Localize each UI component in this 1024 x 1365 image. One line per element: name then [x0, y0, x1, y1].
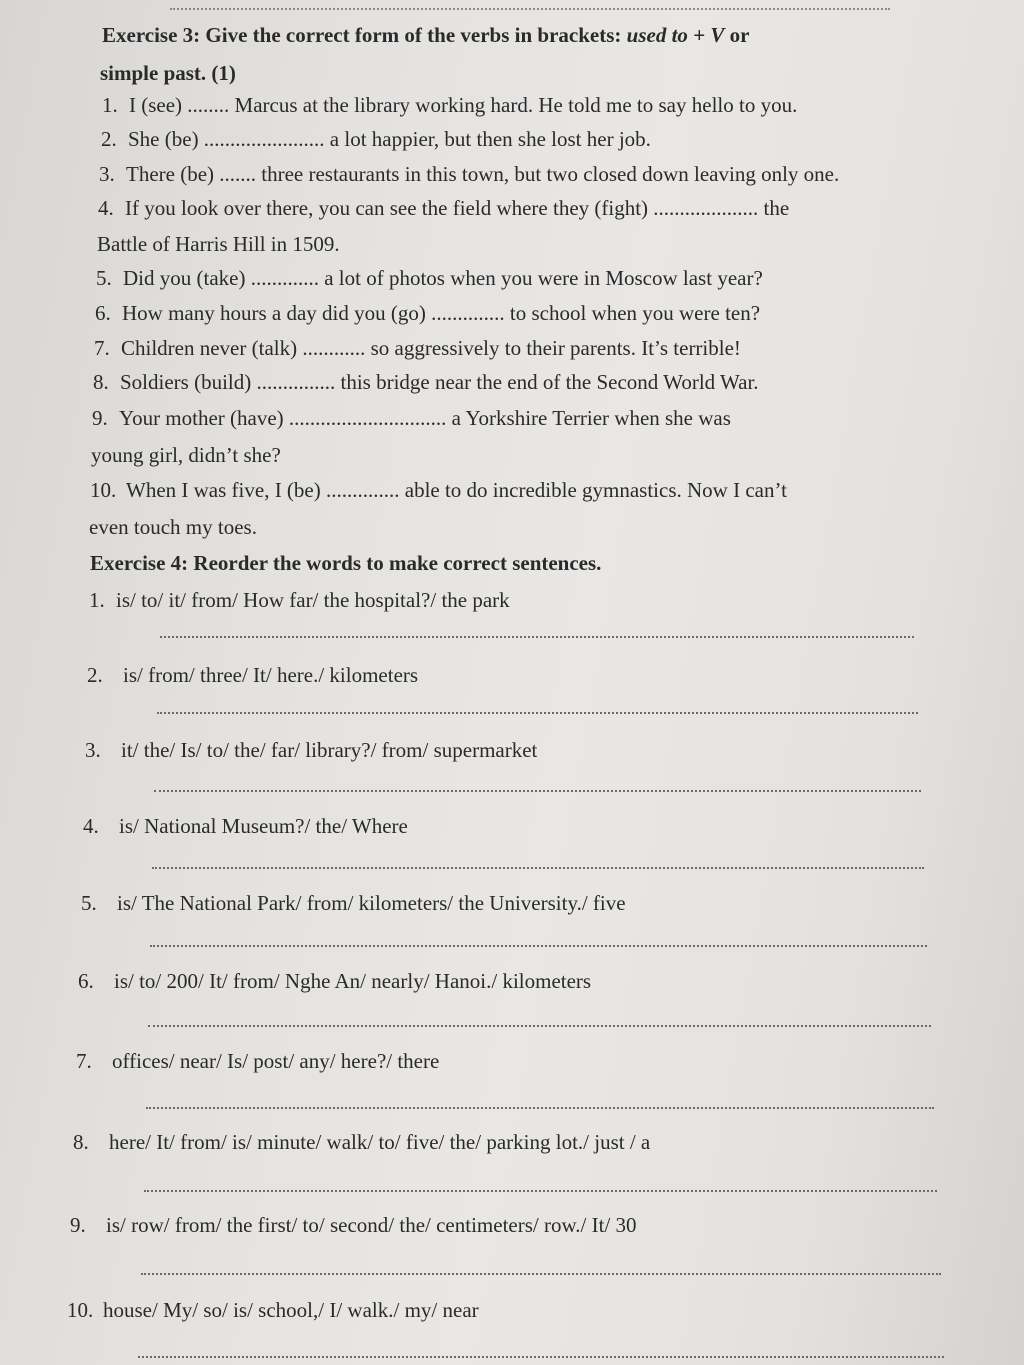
exercise3-item: 10. When I was five, I (be) .............. able to do incredible gymnastics. Now I can’t: [90, 478, 787, 502]
exercise4-item: 5. is/ The National Park/ from/ kilometers/ the University./ five: [81, 891, 626, 915]
answer-line[interactable]: [150, 945, 927, 947]
exercise4-title: Exercise 4: Reorder the words to make correct sentences.: [90, 551, 602, 575]
exercise4-item: 4. is/ National Museum?/ the/ Where: [83, 814, 408, 838]
exercise4-item: 9. is/ row/ from/ the first/ to/ second/ the/ centimeters/ row./ It/ 30: [70, 1213, 637, 1237]
exercise3-item: 6. How many hours a day did you (go) .............. to school when you were ten?: [95, 301, 761, 325]
exercise3-item-continuation: even touch my toes.: [89, 515, 257, 539]
answer-line[interactable]: [148, 1025, 931, 1027]
exercise3-item: 2. She (be) ....................... a lot happier, but then she lost her job.: [101, 127, 651, 151]
exercise3-item: 4. If you look over there, you can see the field where they (fight) .................... the: [98, 196, 790, 220]
exercise4-item: 1. is/ to/ it/ from/ How far/ the hospital?/ the park: [89, 588, 510, 612]
answer-line[interactable]: [157, 712, 918, 714]
answer-line[interactable]: [154, 790, 921, 792]
exercise3-item: 7. Children never (talk) ............ so aggressively to their parents. It’s terrible!: [94, 336, 741, 360]
answer-line[interactable]: [141, 1273, 941, 1275]
exercise3-item-continuation: young girl, didn’t she?: [91, 443, 281, 467]
exercise3-title-line2: simple past. (1): [100, 61, 236, 85]
answer-line[interactable]: [138, 1356, 944, 1358]
exercise3-title-or: or: [724, 23, 750, 47]
exercise3-title: [102, 22, 749, 48]
exercise4-item: 7. offices/ near/ Is/ post/ any/ here?/ there: [76, 1049, 440, 1073]
exercise3-title-text: Exercise 3: Give the correct form of the verbs in brackets:: [102, 23, 627, 47]
answer-line[interactable]: [144, 1190, 937, 1192]
answer-line[interactable]: [152, 867, 924, 869]
exercise4-item: 6. is/ to/ 200/ It/ from/ Nghe An/ nearly/ Hanoi./ kilometers: [78, 969, 592, 993]
answer-line[interactable]: [160, 636, 914, 638]
exercise4-item: 2. is/ from/ three/ It/ here./ kilometers: [87, 663, 419, 687]
exercise3-title-formula: used to + V: [626, 23, 725, 47]
exercise3-item: 5. Did you (take) ............. a lot of photos when you were in Moscow last year?: [96, 266, 763, 290]
exercise3-item: 9. Your mother (have) .............................. a Yorkshire Terrier when she was: [92, 406, 731, 430]
exercise3-item-continuation: Battle of Harris Hill in 1509.: [97, 232, 340, 256]
exercise4-item: 3. it/ the/ Is/ to/ the/ far/ library?/ from/ supermarket: [85, 738, 538, 762]
answer-line[interactable]: [146, 1107, 934, 1109]
exercise4-item: 10. house/ My/ so/ is/ school,/ I/ walk./ my/ near: [67, 1298, 479, 1322]
exercise3-item: 1. I (see) ........ Marcus at the library working hard. He told me to say hello to you.: [102, 93, 798, 117]
exercise4-item: 8. here/ It/ from/ is/ minute/ walk/ to/ five/ the/ parking lot./ just / a: [73, 1130, 651, 1154]
exercise3-item: 8. Soldiers (build) ............... this bridge near the end of the Second World War.: [93, 370, 759, 394]
exercise3-item: 3. There (be) ....... three restaurants in this town, but two closed down leaving only one.: [99, 162, 840, 186]
